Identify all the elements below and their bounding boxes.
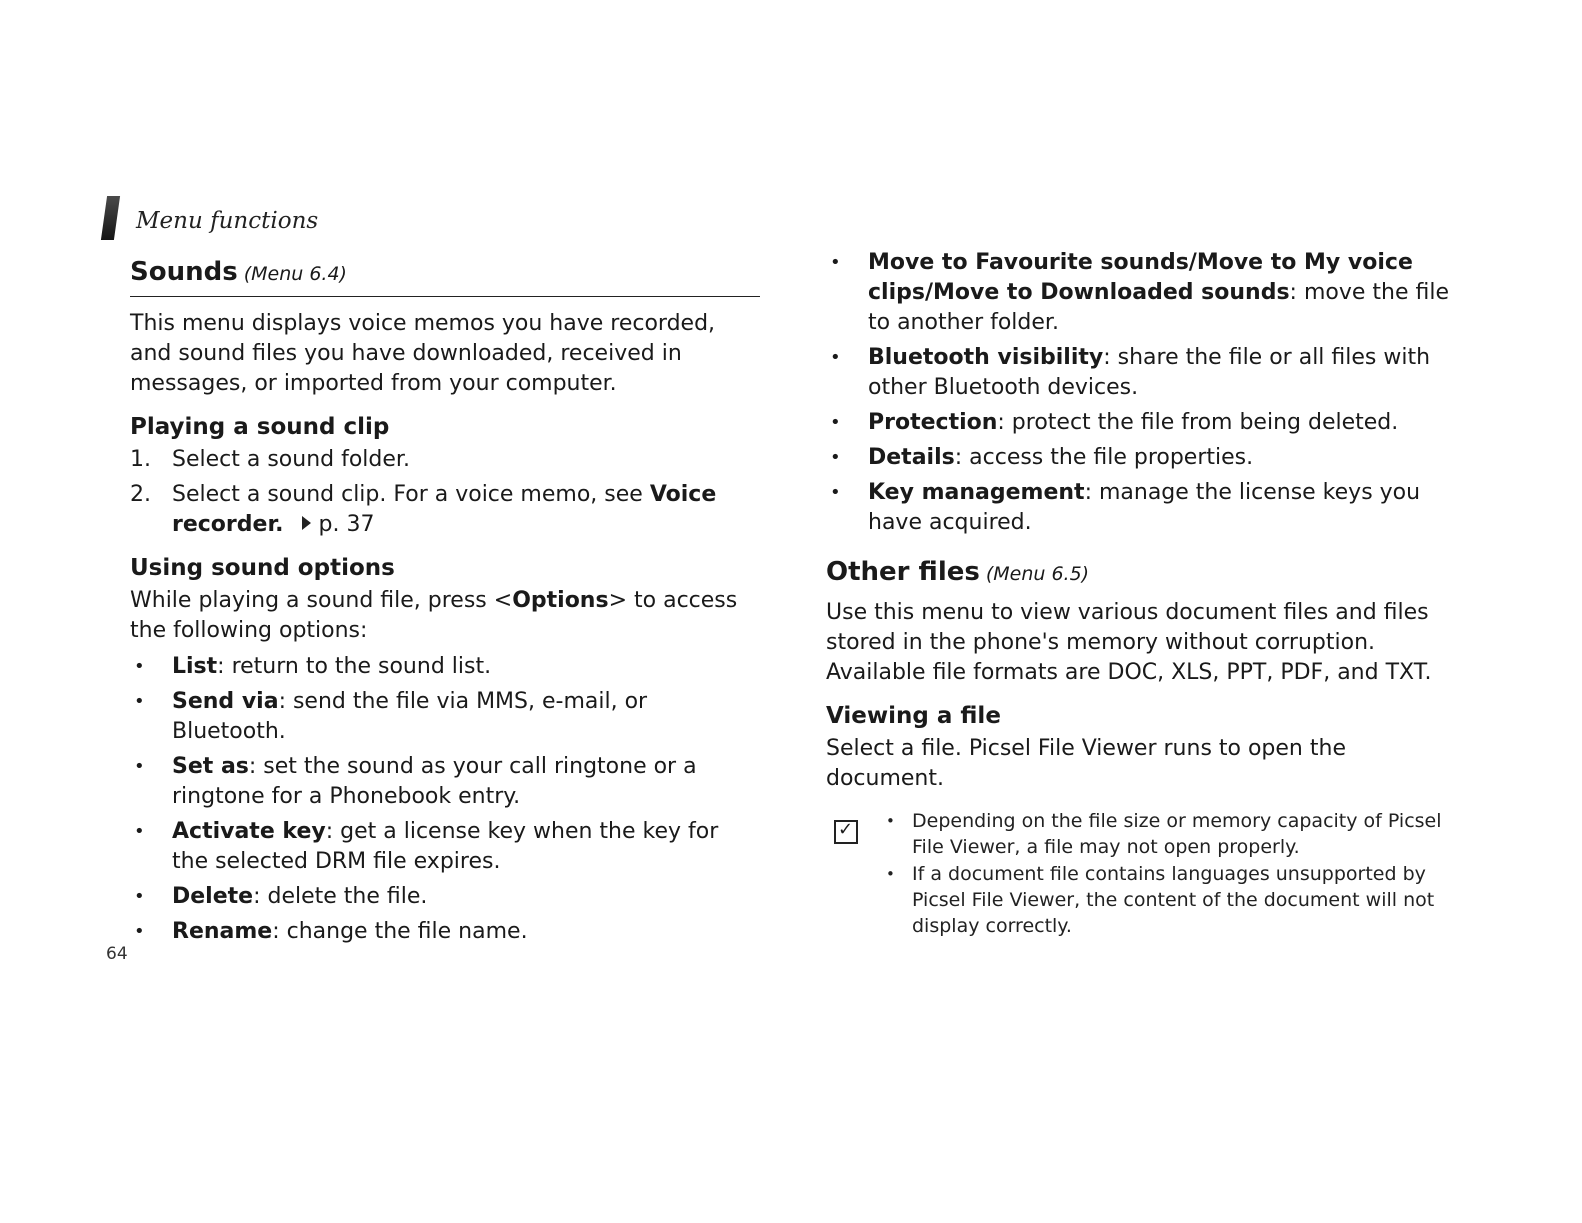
option-term: Bluetooth visibility [868,345,1104,370]
options-heading: Using sound options [130,554,395,581]
checkbox-note-icon [834,820,858,844]
list-item [826,408,1466,438]
note-block [826,808,1466,939]
page-reference: p. 37 [318,511,375,537]
list-item: • Depending on the file size or memory capacity of Picsel File Viewer, a file may not open properly. [882,808,1466,860]
step-reference: Voice recorder. [172,481,717,537]
option-term: Send via [172,688,279,714]
option-desc: : set the sound as your call ringtone or a ringtone for a Phonebook entry. [172,753,697,809]
list-item [826,443,1466,473]
other-files-heading [826,556,1466,590]
option-desc: : protect the file from being deleted. [997,410,1399,435]
list-item: • If a document file contains languages unsupported by Picsel File Viewer, the content of the document will not display correctly. [882,861,1466,939]
section-header-text: Menu functions [136,208,319,234]
list-item [130,652,760,682]
other-files-intro: Use this menu to view various document files and files stored in the phone's memory without corruption. Available file formats are DOC, XLS, PPT, PDF, and TXT. [826,599,1432,685]
sounds-menu-ref: (Menu 6.4) [243,263,347,285]
options-intro-pre: While playing a sound file, press < [130,587,513,613]
option-desc: : share the file or all files with other Bluetooth devices. [868,345,1431,400]
option-term: Move to Favourite sounds/Move to My voice clips/Move to Downloaded sounds [868,250,1413,305]
step-text: Select a sound clip. For a voice memo, see [172,481,650,507]
option-desc: : change the file name. [272,918,528,944]
option-desc: : manage the license keys you have acquired. [868,480,1421,535]
step-number: 2. [130,481,151,507]
page-number: 64 [106,944,128,964]
option-term: Key management [868,480,1085,505]
option-term: Protection [868,410,998,435]
option-desc: : return to the sound list. [217,653,492,679]
list-item [130,817,760,877]
other-files-menu-ref: (Menu 6.5) [985,563,1090,585]
step-item [130,445,760,475]
option-term: Activate key [172,818,326,844]
options-intro-post: > to access the following options: [130,587,738,643]
viewing-text: Select a file. Picsel File Viewer runs to open the document. [826,735,1346,791]
option-desc: : access the file properties. [954,445,1254,470]
step-text: Select a sound folder. [172,446,410,472]
other-files-title: Other files [826,557,980,587]
list-item [130,917,760,947]
list-item [130,882,760,912]
options-intro [130,586,760,646]
option-term: Details [868,445,955,470]
list-item [826,248,1466,338]
option-term: Set as [172,753,249,779]
option-term: Rename [172,918,273,944]
list-item [826,478,1466,538]
playing-heading: Playing a sound clip [130,413,390,440]
option-term: List [172,653,218,679]
option-desc: : send the file via MMS, e-mail, or Bluetooth. [172,688,648,744]
sounds-intro: This menu displays voice memos you have recorded, and sound files you have downloaded, received in messages, or imported from your computer. [130,310,716,396]
step-number: 1. [130,446,151,472]
page-arrow-icon [302,516,311,530]
sounds-title: Sounds [130,257,238,287]
option-desc: : move the file to another folder. [868,280,1449,335]
option-desc: : get a license key when the key for the selected DRM file expires. [172,818,719,874]
note-list [882,808,1466,939]
option-term: Delete [172,883,254,909]
playing-steps [130,445,760,540]
heading-rule [130,296,760,297]
list-item [130,687,760,747]
list-item [130,752,760,812]
header-bar-mark [101,196,120,240]
viewing-heading: Viewing a file [826,702,1001,729]
right-column [826,248,1466,940]
list-item [826,343,1466,403]
sound-options-list [130,652,760,947]
left-column [130,256,760,952]
option-desc: : delete the file. [253,883,428,909]
step-item [130,480,760,540]
sounds-heading [130,256,760,290]
options-key: Options [512,587,609,613]
more-options-list [826,248,1466,538]
